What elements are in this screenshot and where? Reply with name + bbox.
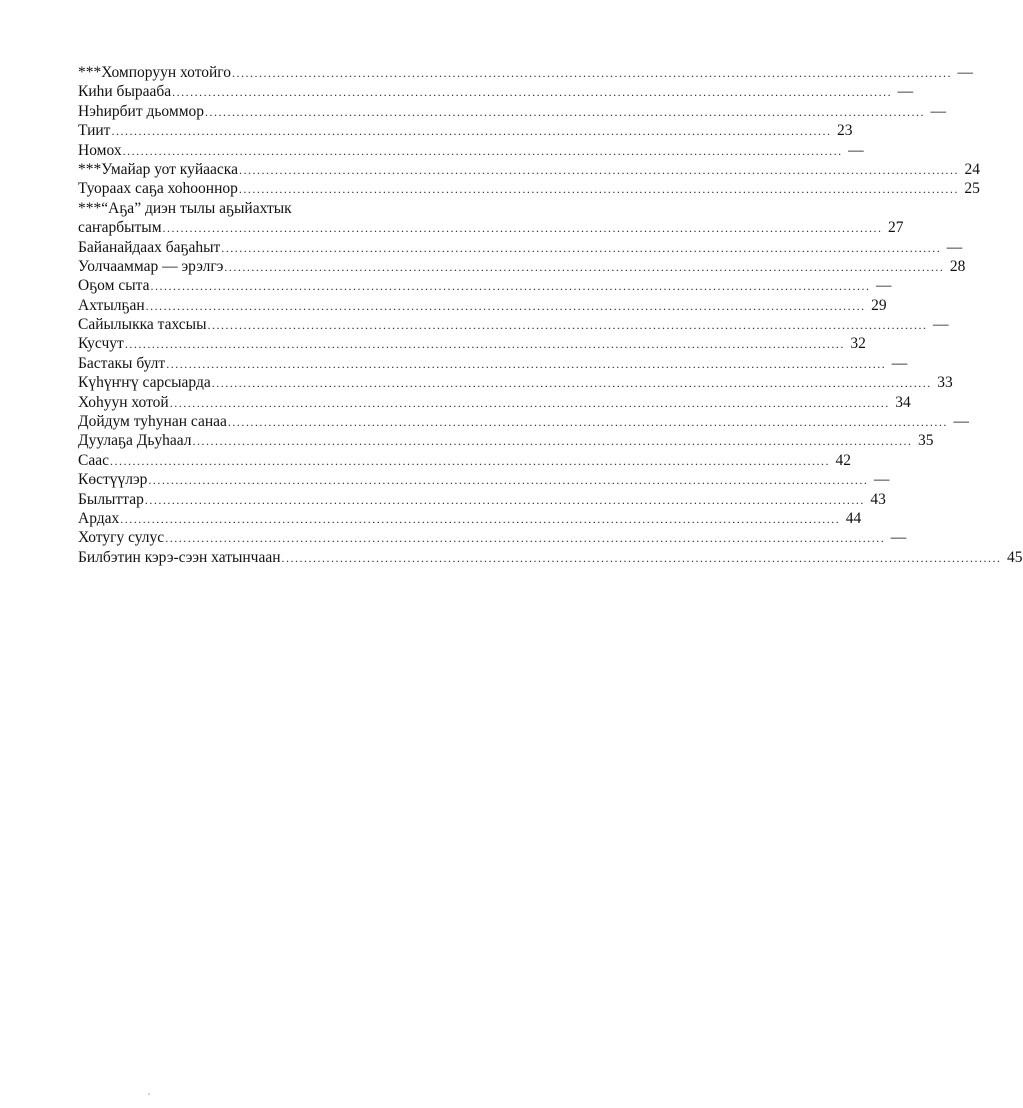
toc-entry — [78, 102, 946, 121]
toc-entry-title: Уолчааммар — эрэлгэ — [78, 257, 224, 275]
toc-dot-leader: ................................................................................................................................................................ — [166, 356, 887, 371]
toc-entry-title: Дуулаҕа Дьуһаал — [78, 432, 192, 450]
toc-entry-page: 33 — [937, 374, 953, 392]
toc-entry — [78, 431, 934, 450]
toc-dot-leader: ................................................................................................................................................................ — [172, 85, 893, 100]
toc-entry — [78, 257, 966, 276]
toc-dot-leader: ................................................................................................................................................................ — [232, 66, 953, 80]
toc-entry-page: 25 — [964, 180, 980, 198]
toc-dot-leader: ................................................................................................................................................................ — [124, 337, 845, 352]
toc-entry-title: Кусчут — [78, 335, 124, 353]
toc-entry-title: Дойдум туһунан санаа — [78, 413, 227, 431]
toc-entry-page: — — [933, 316, 949, 334]
toc-entry — [78, 548, 1023, 567]
toc-entry-page: — — [891, 354, 908, 372]
toc-entry-title: Былыттар — [78, 490, 144, 508]
toc-dot-leader: ................................................................................................................................................................ — [165, 531, 886, 546]
toc-entry — [78, 315, 949, 334]
toc-entry — [78, 490, 886, 509]
toc-entry-title: Туораах саҕа хоһооннор — [78, 180, 238, 198]
toc-entry-title: ***Умайар уот куйааска — [78, 160, 238, 178]
toc-entry-title: ***“Аҕа” диэн тылы аҕыйахтык — [78, 199, 292, 217]
toc-dot-leader: ................................................................................................................................................................ — [145, 298, 866, 313]
toc-entry-title: Ахтылҕан — [78, 296, 145, 314]
toc-entry-title: Көстүүлэр — [78, 471, 148, 489]
toc-entry-title: Сайылыкка тахсыы — [78, 316, 207, 334]
toc-dot-leader: ................................................................................................................................................................ — [111, 124, 832, 139]
toc-entry-page: — — [946, 238, 963, 256]
toc-entry-page: 44 — [845, 509, 862, 527]
toc-dot-leader: ................................................................................................................................................................ — [144, 492, 865, 507]
toc-entry-title: Байанайдаах баҕаһыт — [78, 238, 221, 256]
toc-dot-leader: ................................................................................................................................................................ — [224, 259, 945, 274]
toc-entry — [78, 141, 864, 160]
toc-dot-leader: ................................................................................................................................................................ — [221, 240, 942, 255]
toc-entry-title: ***Хомпоруун хотойго — [78, 64, 232, 81]
toc-entry-title: Тиит — [78, 122, 111, 140]
toc-entry-title: Бастакы булт — [78, 354, 166, 372]
toc-entry — [78, 296, 887, 315]
page-speck — [148, 1093, 150, 1095]
toc-entry-title: Билбэтин кэрэ-сээн хатынчаан — [78, 548, 281, 566]
toc-entry-title: Хотугу сулус — [78, 529, 165, 547]
toc-dot-leader: ................................................................................................................................................................ — [205, 104, 925, 119]
toc-entry-page: 24 — [964, 160, 980, 178]
toc-entry-page: — — [897, 83, 914, 101]
toc-entry-title: Хоһуун хотой — [78, 393, 169, 411]
toc-entry — [78, 199, 473, 218]
toc-entry-page: — — [890, 529, 907, 547]
toc-entry — [78, 63, 974, 82]
toc-entry-title: Оҕом сыта — [78, 277, 150, 295]
toc-entry — [78, 412, 969, 431]
toc-entry-page: 34 — [895, 393, 911, 411]
toc-dot-leader: ................................................................................................................................................................ — [211, 376, 932, 391]
toc-entry-page: 35 — [918, 432, 934, 450]
toc-entry — [78, 354, 908, 373]
toc-dot-leader: ................................................................................................................................................................ — [162, 221, 883, 236]
toc-dot-leader: ................................................................................................................................................................ — [109, 453, 830, 468]
toc-entry-page: 42 — [835, 451, 851, 469]
toc-entry-page: 43 — [870, 490, 886, 508]
toc-entry-title: саҥарбытым — [78, 219, 162, 237]
toc-entry-title: Нэһирбит дьоммор — [78, 102, 204, 120]
toc-entry — [78, 121, 853, 140]
toc-entry — [78, 238, 963, 257]
toc-entry-page: — — [930, 102, 946, 120]
toc-entry — [78, 393, 911, 412]
table-of-contents — [78, 63, 1023, 567]
toc-dot-leader: ................................................................................................................................................................ — [227, 415, 948, 430]
toc-entry-page: — — [953, 413, 969, 431]
toc-entry-page: — — [875, 277, 892, 295]
toc-entry-title: Номох — [78, 141, 122, 159]
toc-dot-leader: ................................................................................................................................................................ — [122, 143, 843, 158]
toc-entry — [78, 179, 980, 198]
toc-entry — [78, 470, 890, 489]
toc-entry-page: 27 — [888, 219, 904, 237]
toc-entry-page: 23 — [836, 122, 853, 140]
toc-dot-leader: ................................................................................................................................................................ — [148, 473, 869, 488]
toc-entry-title: Саас — [78, 451, 109, 469]
toc-entry-title: Киһи бырааба — [78, 83, 172, 101]
toc-entry — [78, 334, 866, 353]
toc-entry-page: — — [848, 141, 864, 159]
toc-dot-leader: ................................................................................................................................................................ — [120, 511, 841, 526]
toc-dot-leader: ................................................................................................................................................................ — [150, 279, 871, 294]
toc-dot-leader: ................................................................................................................................................................ — [281, 550, 1002, 565]
toc-entry — [78, 509, 862, 528]
toc-entry-page: — — [957, 64, 974, 81]
toc-entry — [78, 276, 892, 295]
toc-entry-title: Күһүҥҥү сарсыарда — [78, 374, 211, 392]
toc-dot-leader: ................................................................................................................................................................ — [238, 182, 959, 197]
toc-entry — [78, 82, 914, 101]
toc-dot-leader: ................................................................................................................................................................ — [238, 162, 959, 177]
toc-entry-page: — — [873, 471, 890, 489]
toc-entry — [78, 218, 904, 237]
toc-entry — [78, 528, 907, 547]
toc-dot-leader: ................................................................................................................................................................ — [169, 395, 890, 410]
toc-dot-leader: ................................................................................................................................................................ — [192, 434, 913, 449]
toc-entry-title: Ардах — [78, 509, 120, 527]
toc-entry-page: 29 — [871, 296, 887, 314]
toc-entry-page: 32 — [850, 335, 866, 353]
toc-entry-page: 45 — [1007, 548, 1023, 566]
toc-entry — [78, 373, 953, 392]
toc-entry — [78, 451, 851, 470]
toc-entry-page: 28 — [949, 257, 966, 275]
toc-dot-leader: ................................................................................................................................................................ — [207, 318, 928, 333]
toc-entry — [78, 160, 980, 179]
